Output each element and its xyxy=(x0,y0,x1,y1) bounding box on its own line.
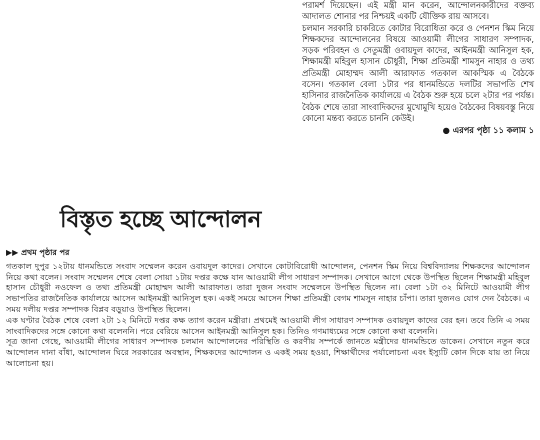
right-column-story xyxy=(302,0,534,137)
continuation-note: ● এরপর পৃষ্ঠা ১১ কলাম ১ xyxy=(442,125,534,136)
article-headline: বিস্তৃত হচ্ছে আন্দোলন xyxy=(60,206,262,233)
body-paragraph: সূত্র জানা গেছে, আওয়ামী লীগের সাধারণ সম্পাদক চলমান আন্দোলনের পরিস্থিতি ও করণীয় সম্পর্কে জানতে মন্ত্রীদের ধানমন্ডিতে ডাকেন। সেখানে নতুন করে আন্দোলন দানা বাঁধা, আন্দোলন ঘিরে সরকারের অবস্থান, শিক্ষকদের আন্দোলন ও একই সময় হওয়া, শিক্ষার্থীদের পর্যালোচনা এবং ইস্যুটি কোন দিকে যায় তা নিয়ে আলোচনা হয়। xyxy=(6,336,530,368)
right-column-paragraph: পরামর্শ দিয়েছেন। এই মন্ত্রী মান করেন, আন্দোলনকারীদের বক্তব্য আদালত শোনার পর নিশ্চয়ই একটি যৌক্তিক রায় আসবে। xyxy=(302,0,534,22)
continued-from-label: ▶▶ প্রথম পৃষ্ঠার পর xyxy=(6,248,70,257)
body-paragraph: এক ঘণ্টার বৈঠক শেষে বেলা ২টা ১২ মিনিটে দপ্তর কক্ষ ত্যাগ করেন মন্ত্রীরা। প্রথমেই আওয়ামী লীগ সাধারণ সম্পাদক ওবায়দুল কাদের বের হন। তবে তিনি এ সময় সাংবাদিকদের সঙ্গে কোনো কথা বলেননি। পরে বেরিয়ে আসেন আইনমন্ত্রী আনিসুল হক। তিনিও গণমাধ্যমের সঙ্গে কোনো কথা বলেননি। xyxy=(6,314,530,336)
body-paragraph: গতকাল দুপুর ১২টায় ধানমন্ডিতে সংবাদ সম্মেলন করেন ওবায়দুল কাদের। সেখানে কোটাবিরোধী আন্দোলন, পেনশন স্কিম নিয়ে বিশ্ববিদ্যালয় শিক্ষকদের আন্দোলন নিয়ে কথা বলেন। সংবাদ সম্মেলন শেষে বেলা সোয়া ১টায় দপ্তর কক্ষে যান আওয়ামী লীগ সাধারণ সম্পাদক। সেখানে আগে থেকে উপস্থিত ছিলেন শিক্ষামন্ত্রী মহিবুল হাসান চৌধুরী নওফেল ও তথ্য প্রতিমন্ত্রী মোহাম্মদ আলী আরাফাত। তারা দুজন সংবাদ সম্মেলনে উপস্থিত ছিলেন না। বেলা ১টা ৩২ মিনিটে আওয়ামী লীগ সভাপতির রাজনৈতিক কার্যালয়ে আসেন আইনমন্ত্রী আনিসুল হক। একই সময়ে আসেন শিক্ষা প্রতিমন্ত্রী বেগম শামসুন নাহার চাঁপা। তারা দুজনও যোগ দেন বৈঠকে। এ সময় দলীয় দপ্তর সম্পাদক বিপ্লব বড়ুয়াও উপস্থিত ছিলেন। xyxy=(6,260,530,314)
main-article-body xyxy=(6,248,530,369)
right-column-paragraph: চলমান সরকারি চাকরিতে কোটার বিরোধিতা করে ও পেনশন স্কিম নিয়ে শিক্ষকদের আন্দোলনের বিষয়ে আওয়ামী লীগের সাধারণ সম্পাদক, সড়ক পরিবহন ও সেতুমন্ত্রী ওবায়দুল কাদের, আইনমন্ত্রী আনিসুল হক, শিক্ষামন্ত্রী মহিবুল হাসান চৌধুরী, শিক্ষা প্রতিমন্ত্রী শামসুন নাহার ও তথ্য প্রতিমন্ত্রী মোহাম্মদ আলী আরাফাত গতকাল আকস্মিক এ বৈঠকে বসেন। গতকাল বেলা ১টার পর ধানমন্ডিতে দলটির সভাপতি শেখ হাসিনার রাজনৈতিক কার্যালয়ে এ বৈঠক শুরু হয়ে চলে ২টার পর পর্যন্ত। বৈঠক শেষে তারা সাংবাদিকদের মুখোমুখি হয়েও বৈঠকের বিষয়বস্তু নিয়ে কোনো মন্তব্য করতে চাননি কেউই। xyxy=(302,22,534,123)
